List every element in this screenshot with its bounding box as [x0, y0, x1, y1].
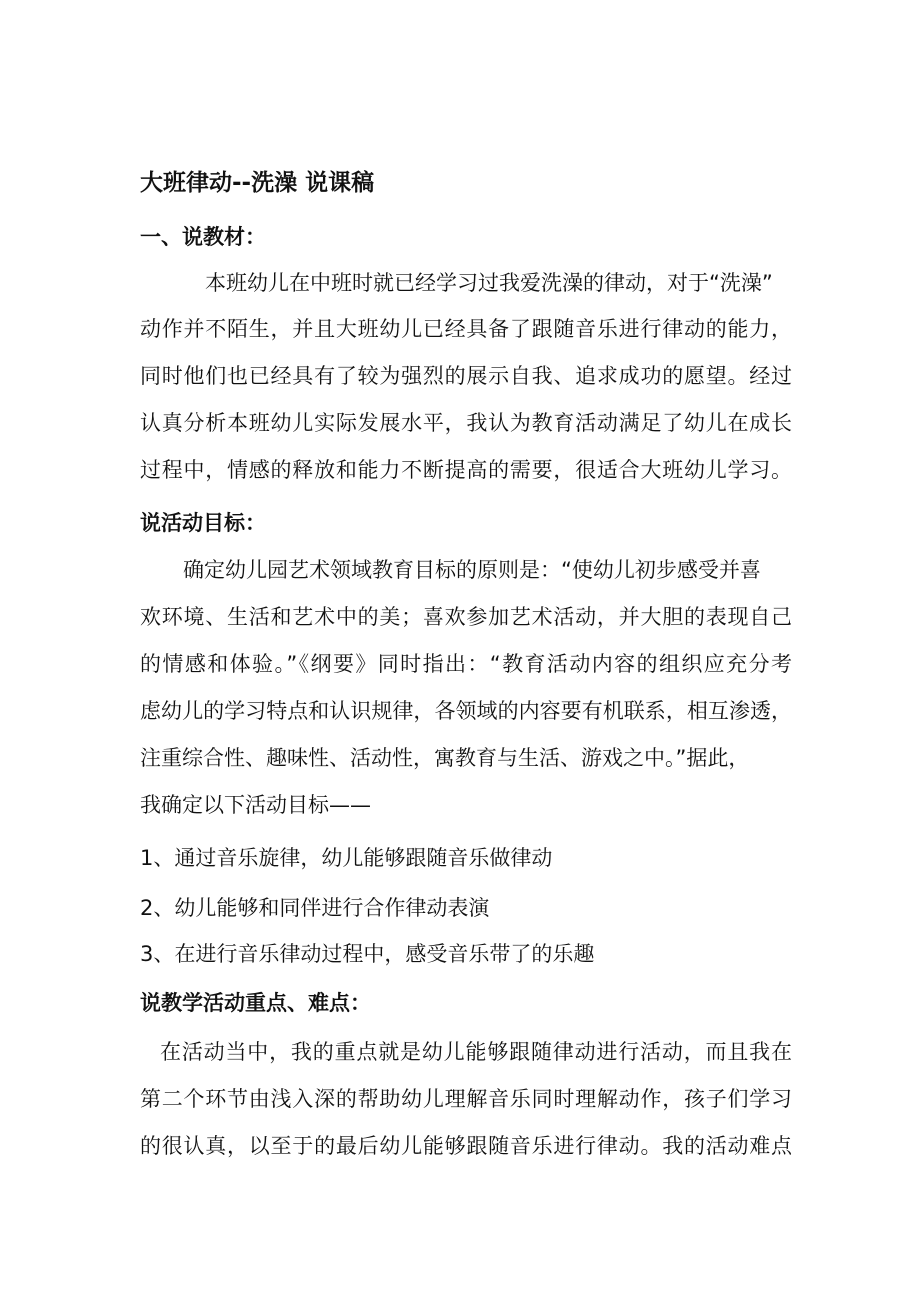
paragraph-line: 本班幼儿在中班时就已经学习过我爱洗澡的律动，对于“洗澡” [205, 271, 773, 295]
paragraph-line: 同时他们也已经具有了较为强烈的展示自我、追求成功的愿望。经过 [140, 364, 792, 388]
paragraph-line: 第二个环节由浅入深的帮助幼儿理解音乐同时理解动作，孩子们学习 [140, 1087, 792, 1111]
paragraph-line: 认真分析本班幼儿实际发展水平，我认为教育活动满足了幼儿在成长 [140, 411, 792, 435]
paragraph-line: 的很认真，以至于的最后幼儿能够跟随音乐进行律动。我的活动难点 [140, 1134, 792, 1158]
goal-item: 3、在进行音乐律动过程中，感受音乐带了的乐趣 [140, 942, 595, 966]
paragraph-line: 在活动当中，我的重点就是幼儿能够跟随律动进行活动，而且我在 [160, 1040, 792, 1064]
section-heading-goals: 说活动目标： [140, 511, 266, 535]
goal-item: 2、幼儿能够和同伴进行合作律动表演 [140, 896, 490, 920]
paragraph-line: 欢环境、生活和艺术中的美；喜欢参加艺术活动，并大胆的表现自己 [140, 605, 792, 629]
paragraph-line: 确定幼儿园艺术领域教育目标的原则是：“使幼儿初步感受并喜 [183, 558, 761, 582]
paragraph-line: 过程中，情感的释放和能力不断提高的需要，很适合大班幼儿学习。 [140, 458, 792, 482]
document-title: 大班律动--洗澡 说课稿 [140, 170, 375, 196]
paragraph-line: 虑幼儿的学习特点和认识规律，各领域的内容要有机联系，相互渗透， [140, 699, 792, 723]
goal-item: 1、通过音乐旋律，幼儿能够跟随音乐做律动 [140, 846, 553, 870]
paragraph-line: 我确定以下活动目标—— [140, 793, 371, 817]
paragraph-line: 注重综合性、趣味性、活动性，寓教育与生活、游戏之中。”据此， [140, 746, 750, 770]
paragraph-line: 的情感和体验。”《纲要》同时指出：“教育活动内容的组织应充分考 [140, 652, 792, 676]
section-heading-materials: 一、说教材： [140, 225, 266, 249]
paragraph-line: 动作并不陌生，并且大班幼儿已经具备了跟随音乐进行律动的能力， [140, 317, 792, 341]
section-heading-key-points: 说教学活动重点、难点： [140, 991, 371, 1015]
